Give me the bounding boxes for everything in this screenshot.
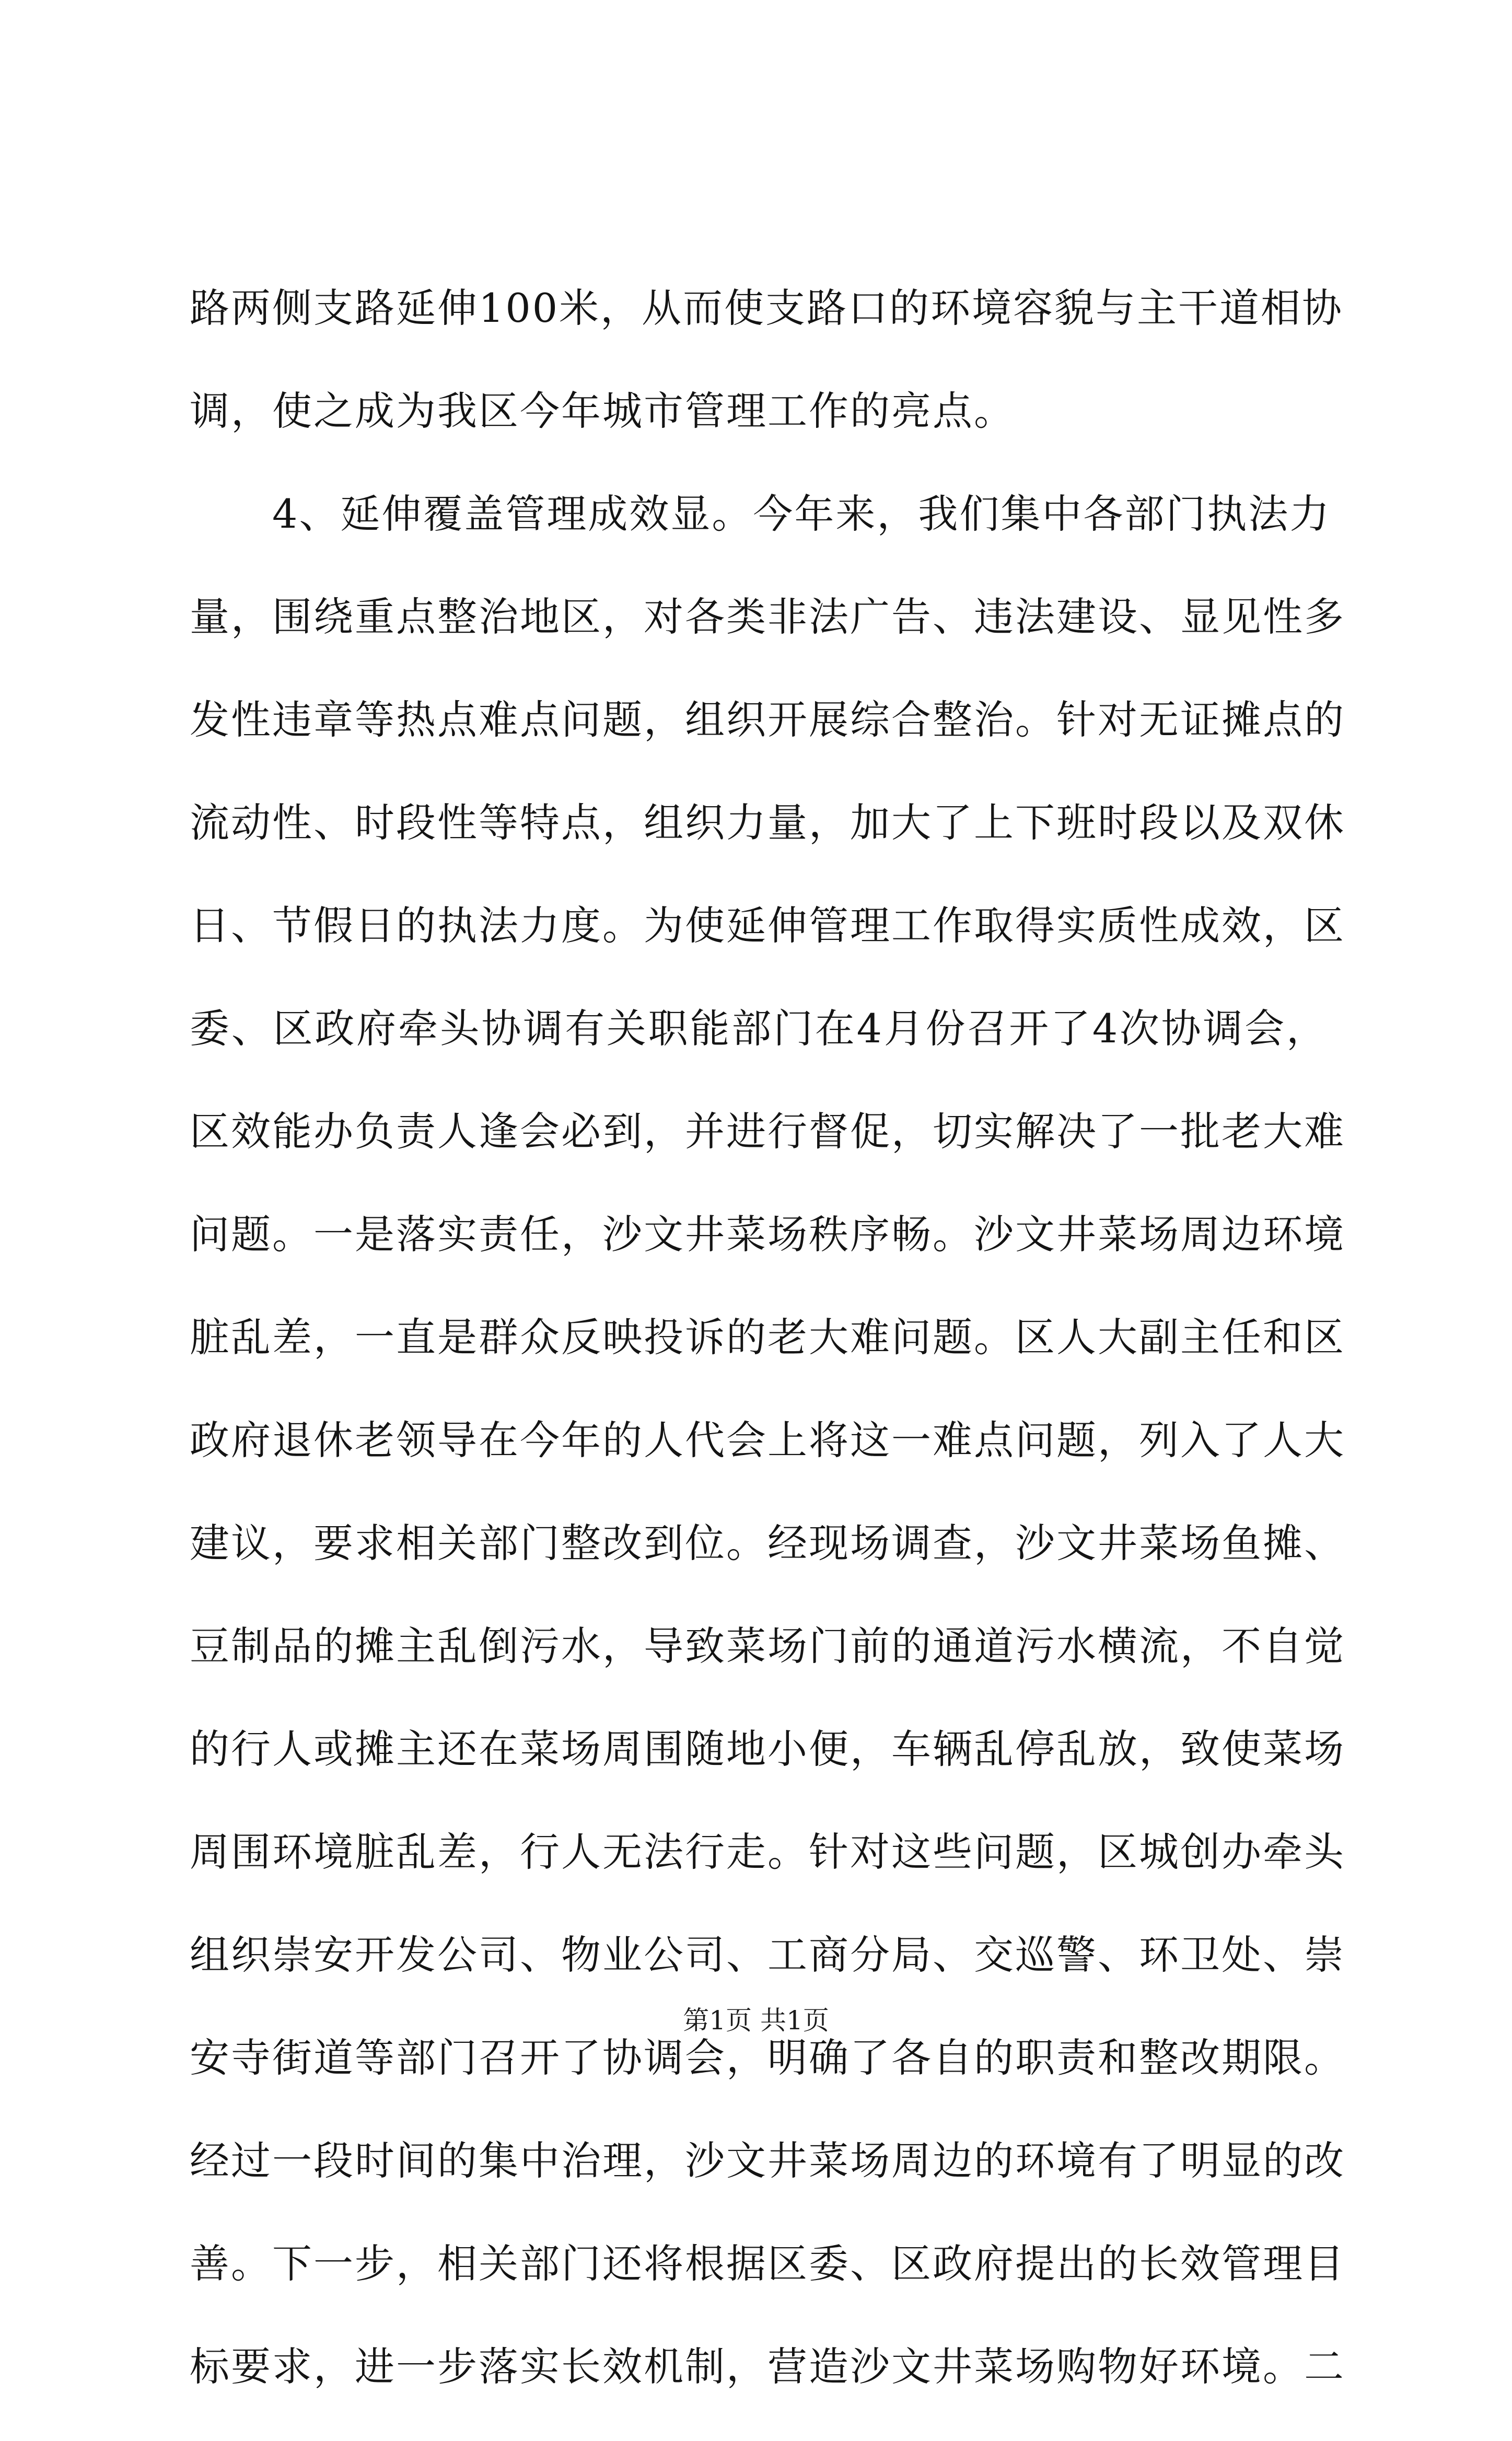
paragraph-4-heading-line: 4、延伸覆盖管理成效显。今年来，我们集中各部门执法力 (272, 491, 1331, 537)
page-footer: 第1页 共1页 (683, 2005, 829, 2036)
text-line-12: 政府退休老领导在今年的人代会上将这一难点问题，列入了人大 (190, 1417, 1345, 1463)
body-text (190, 280, 1345, 2441)
text-line-17: 组织崇安开发公司、物业公司、工商分局、交巡警、环卫处、崇 (190, 1932, 1345, 1978)
text-line-7: 日、节假日的执法力度。为使延伸管理工作取得实质性成效，区 (190, 902, 1345, 949)
text-line-5: 发性违章等热点难点问题，组织开展综合整治。针对无证摊点的 (190, 696, 1345, 743)
text-line-2: 调，使之成为我区今年城市管理工作的亮点。 (190, 388, 1015, 434)
text-line-21: 标要求，进一步落实长效机制，营造沙文井菜场购物好环境。二 (190, 2343, 1345, 2390)
text-line-15: 的行人或摊主还在菜场周围随地小便，车辆乱停乱放，致使菜场 (190, 1726, 1345, 1772)
text-line-18: 安寺街道等部门召开了协调会，明确了各自的职责和整改期限。 (190, 2035, 1345, 2081)
text-line-6: 流动性、时段性等特点，组织力量，加大了上下班时段以及双休 (190, 799, 1345, 846)
text-line-9: 区效能办负责人逢会必到，并进行督促，切实解决了一批老大难 (190, 1108, 1345, 1155)
text-line-1: 路两侧支路延伸100米，从而使支路口的环境容貌与主干道相协 (190, 285, 1344, 331)
text-line-20: 善。下一步，相关部门还将根据区委、区政府提出的长效管理目 (190, 2240, 1345, 2287)
text-line-13: 建议，要求相关部门整改到位。经现场调查，沙文井菜场鱼摊、 (190, 1520, 1345, 1566)
text-line-19: 经过一段时间的集中治理，沙文井菜场周边的环境有了明显的改 (190, 2137, 1345, 2184)
text-line-4: 量，围绕重点整治地区，对各类非法广告、违法建设、显见性多 (190, 594, 1345, 640)
text-line-11: 脏乱差，一直是群众反映投诉的老大难问题。区人大副主任和区 (190, 1314, 1345, 1361)
text-line-10: 问题。一是落实责任，沙文井菜场秩序畅。沙文井菜场周边环境 (190, 1211, 1345, 1258)
text-line-16: 周围环境脏乱差，行人无法行走。针对这些问题，区城创办牵头 (190, 1829, 1345, 1875)
text-line-14: 豆制品的摊主乱倒污水，导致菜场门前的通道污水横流，不自觉 (190, 1623, 1345, 1669)
text-line-8: 委、区政府牵头协调有关职能部门在4月份召开了4次协调会， (190, 1005, 1328, 1052)
